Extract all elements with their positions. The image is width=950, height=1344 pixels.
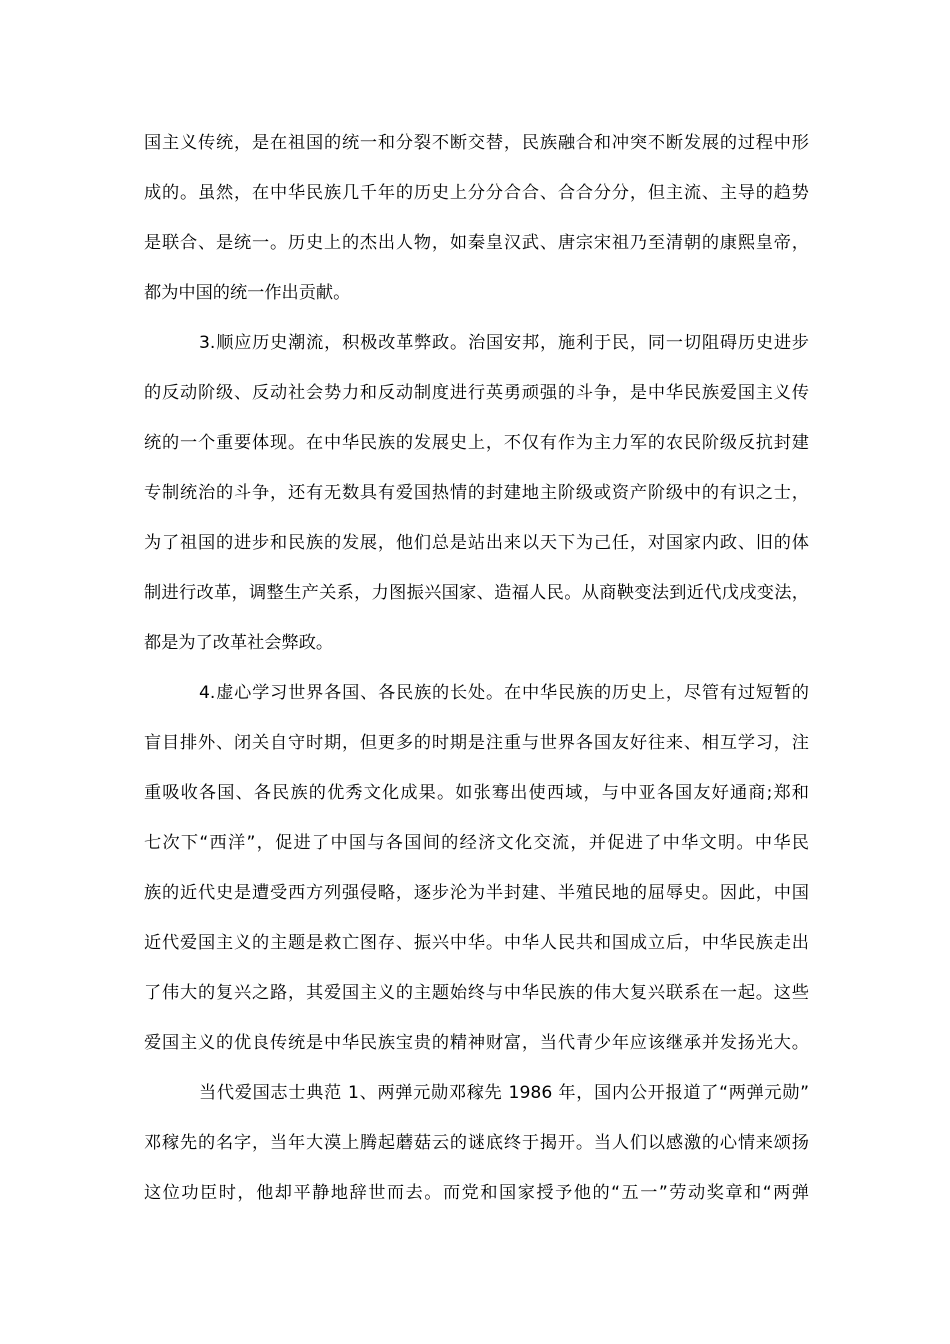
text-line: 国主义传统，是在祖国的统一和分裂不断交替，民族融合和冲突不断发展的过程中形 bbox=[144, 133, 809, 153]
text-line: 为了祖国的进步和民族的发展，他们总是站出来以天下为己任，对国家内政、旧的体 bbox=[144, 533, 809, 553]
paragraph-point-4-learning bbox=[144, 668, 809, 1068]
paragraph-unity-tradition bbox=[144, 118, 809, 318]
text-line: 专制统治的斗争，还有无数具有爱国热情的封建地主阶级或资产阶级中的有识之士， bbox=[144, 483, 809, 503]
text-line: 制进行改革，调整生产关系，力图振兴国家、造福人民。从商鞅变法到近代戊戌变法， bbox=[144, 583, 809, 603]
text-line: 统的一个重要体现。在中华民族的发展史上，不仅有作为主力军的农民阶级反抗封建 bbox=[144, 433, 809, 453]
text-line: 重吸收各国、各民族的优秀文化成果。如张骞出使西域，与中亚各国友好通商;郑和 bbox=[144, 783, 809, 803]
paragraph-point-3-reform bbox=[144, 318, 809, 668]
text-line: 七次下“西洋”，促进了中国与各国间的经济文化交流，并促进了中华文明。中华民 bbox=[144, 833, 809, 853]
text-line: 是联合、是统一。历史上的杰出人物，如秦皇汉武、唐宗宋祖乃至清朝的康熙皇帝， bbox=[144, 233, 809, 253]
text-line: 都为中国的统一作出贡献。 bbox=[144, 283, 351, 303]
text-line: 成的。虽然，在中华民族几千年的历史上分分合合、合合分分，但主流、主导的趋势 bbox=[144, 183, 809, 203]
text-line: 了伟大的复兴之路，其爱国主义的主题始终与中华民族的伟大复兴联系在一起。这些 bbox=[144, 983, 809, 1003]
text-line: 族的近代史是遭受西方列强侵略，逐步沦为半封建、半殖民地的屈辱史。因此，中国 bbox=[144, 883, 809, 903]
text-line: 盲目排外、闭关自守时期，但更多的时期是注重与世界各国友好往来、相互学习，注 bbox=[144, 733, 809, 753]
text-line: 当代爱国志士典范 1、两弹元勋邓稼先 1986 年，国内公开报道了“两弹元勋” bbox=[199, 1083, 809, 1103]
text-line: 近代爱国主义的主题是救亡图存、振兴中华。中华人民共和国成立后，中华民族走出 bbox=[144, 933, 809, 953]
text-line: 的反动阶级、反动社会势力和反动制度进行英勇顽强的斗争，是中华民族爱国主义传 bbox=[144, 383, 809, 403]
text-line: 3.顺应历史潮流，积极改革弊政。治国安邦，施利于民，同一切阻碍历史进步 bbox=[199, 333, 809, 353]
paragraph-deng-jiaxian bbox=[144, 1068, 809, 1218]
text-line: 都是为了改革社会弊政。 bbox=[144, 633, 334, 653]
text-line: 邓稼先的名字，当年大漠上腾起蘑菇云的谜底终于揭开。当人们以感激的心情来颂扬 bbox=[144, 1133, 809, 1153]
document-body bbox=[144, 118, 809, 1218]
text-line: 爱国主义的优良传统是中华民族宝贵的精神财富，当代青少年应该继承并发扬光大。 bbox=[144, 1033, 809, 1053]
text-line: 这位功臣时，他却平静地辞世而去。而党和国家授予他的“五一”劳动奖章和“两弹 bbox=[144, 1183, 809, 1203]
text-line: 4.虚心学习世界各国、各民族的长处。在中华民族的历史上，尽管有过短暂的 bbox=[199, 683, 809, 703]
